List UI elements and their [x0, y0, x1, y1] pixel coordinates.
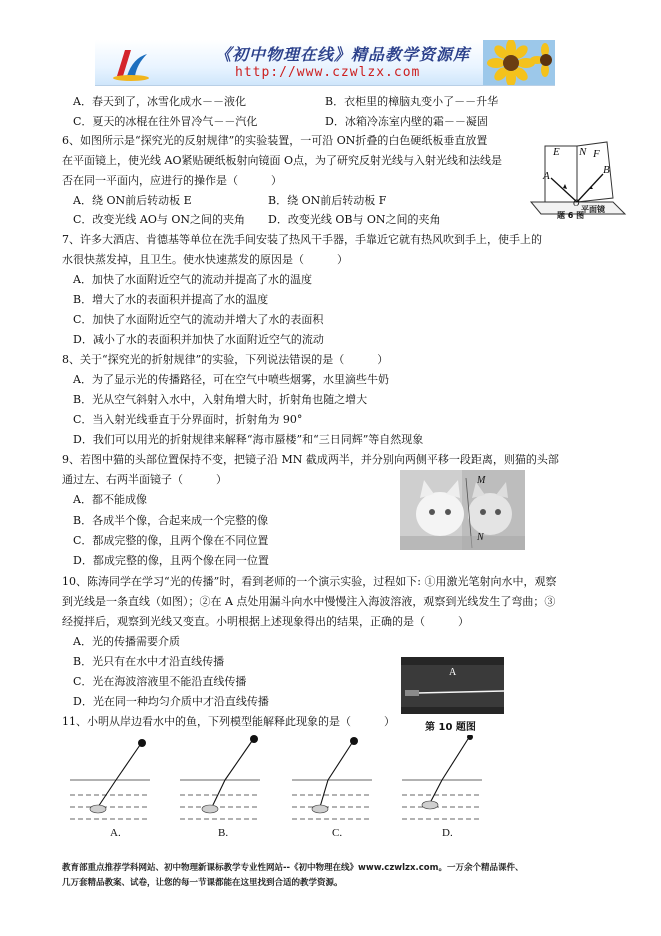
q6-option-a: A．绕 ON前后转动板 E — [73, 194, 192, 207]
q10-figure-caption: 第 10 题图 — [425, 722, 476, 733]
q6-stem-line3: 否在同一平面内，应进行的操作是（ ） — [62, 174, 282, 187]
sunflower-icon — [483, 40, 555, 85]
q9-stem-line2: 通过左、右两半面镜子（ ） — [62, 473, 227, 486]
q8-option-c: C．当入射光线垂直于分界面时，折射角为 90° — [73, 413, 303, 426]
site-banner — [95, 40, 555, 86]
q5-option-c: C．夏天的冰棍在往外冒冷气－－汽化 — [73, 115, 258, 128]
q6-figure-label-a: A — [543, 170, 550, 182]
q7-option-a: A．加快了水面附近空气的流动并提高了水的温度 — [73, 273, 312, 286]
site-logo-icon — [111, 46, 151, 82]
q11-label-c: C. — [332, 827, 343, 839]
reflection-apparatus-diagram — [527, 140, 627, 220]
q7-option-b: B．增大了水的表面积并提高了水的温度 — [73, 293, 269, 306]
q7-stem-line1: 7、许多大酒店、肯德基等单位在洗手间安装了热风干手器，手靠近它就有热风吹到手上，使手上的 — [62, 233, 542, 246]
q6-figure-caption: 题 6 图 — [557, 211, 585, 220]
q10-option-a: A．光的传播需要介质 — [73, 635, 180, 648]
q8-option-d: D．我们可以用光的折射规律来解释“海市蜃楼”和“三日同辉”等自然现象 — [73, 433, 424, 446]
q6-option-d: D．改变光线 OB与 ON之间的夹角 — [268, 213, 441, 226]
q11-options-diagrams — [70, 735, 490, 845]
q6-figure-label-o: O — [573, 198, 580, 208]
q5-option-a: A．春天到了，冰雪化成水－－液化 — [73, 95, 246, 108]
q6-reflection-figure — [527, 140, 627, 220]
q9-stem-line1: 9、若图中猫的头部位置保持不变，把镜子沿 MN 截成两半，并分别向两侧平移一段距离，则猫的头部 — [62, 453, 559, 466]
q9-option-b: B．各成半个像，合起来成一个完整的像 — [73, 514, 269, 527]
q10-stem-line2: 到光线是一条直线（如图）；②在 A 点处用漏斗向水中慢慢注入海波溶液，观察到光线发生了弯曲；③ — [62, 595, 556, 608]
q10-laser-photo — [401, 657, 504, 714]
q10-option-b: B．光只有在水中才沿直线传播 — [73, 655, 225, 668]
q5-option-b: B．衣柜里的樟脑丸变小了－－升华 — [325, 95, 499, 108]
refraction-models-diagram — [70, 735, 490, 845]
q10-option-d: D．光在同一种均匀介质中才沿直线传播 — [73, 695, 269, 708]
q8-option-b: B．光从空气斜射入水中，入射角增大时，折射角也随之增大 — [73, 393, 368, 406]
q9-figure-label-m: M — [477, 475, 486, 486]
q11-label-d: D. — [442, 827, 453, 839]
q6-option-c: C．改变光线 AO与 ON之间的夹角 — [73, 213, 246, 226]
footer-line-1: 教育部重点推荐学科网站、初中物理新课标教学专业性网站--《初中物理在线》www.czwlzx.com。一万余个精品课件、 — [62, 863, 524, 873]
q10-option-c: C．光在海波溶液里不能沿直线传播 — [73, 675, 247, 688]
q10-figure-label-a: A — [449, 667, 457, 678]
q9-option-c: C．都成完整的像，且两个像在不同位置 — [73, 534, 269, 547]
banner-url: http://www.czwlzx.com — [235, 65, 421, 80]
q7-option-c: C．加快了水面附近空气的流动并增大了水的表面积 — [73, 313, 324, 326]
q9-cat-mirror-photo — [400, 470, 525, 550]
q9-figure-label-n: N — [477, 532, 484, 543]
laser-in-water-illustration — [401, 657, 504, 714]
q7-option-d: D．减小了水的表面积并加快了水面附近空气的流动 — [73, 333, 324, 346]
q9-option-d: D．都成完整的像，且两个像在同一位置 — [73, 554, 269, 567]
q6-figure-label-f: F — [593, 148, 600, 160]
banner-title: 《初中物理在线》精品教学资源库 — [215, 45, 471, 64]
q5-option-d: D．冰箱冷冻室内壁的霜－－凝固 — [325, 115, 488, 128]
cat-mirror-illustration — [400, 470, 525, 550]
q11-stem: 11、小明从岸边看水中的鱼，下列模型能解释此现象的是（ ） — [62, 715, 395, 728]
q9-option-a: A．都不能成像 — [73, 493, 147, 506]
footer-line-2: 几万套精品教案、试卷，让您的每一节课都能在这里找到合适的教学资源。 — [62, 878, 343, 888]
q6-figure-label-e: E — [553, 146, 560, 158]
q10-stem-line1: 10、陈涛同学在学习“光的传播”时，看到老师的一个演示实验，过程如下: ①用激光笔射向水中，观察 — [62, 575, 557, 588]
q7-stem-line2: 水很快蒸发掉，且卫生。使水快速蒸发的原因是（ ） — [62, 253, 348, 266]
q8-stem: 8、关于“探究光的折射规律”的实验，下列说法错误的是（ ） — [62, 353, 389, 366]
q6-option-b: B．绕 ON前后转动板 F — [268, 194, 387, 207]
q6-stem-line1: 6、如图所示是“探究光的反射规律”的实验装置，一可沿 ON折叠的白色硬纸板垂直放置 — [62, 134, 488, 147]
q6-figure-label-b: B — [603, 164, 610, 176]
q6-figure-mirror-label: 平面镜 — [581, 205, 605, 214]
q10-stem-line3: 经搅拌后，观察到光线又变直。小明根据上述现象得出的结果，正确的是（ ） — [62, 615, 469, 628]
q6-figure-label-n: N — [579, 146, 587, 158]
q11-label-b: B. — [218, 827, 229, 839]
q6-stem-line2: 在平面镜上，使光线 AO紧贴硬纸板射向镜面 O点，为了研究反射光线与入射光线和法线是 — [62, 154, 502, 167]
q8-option-a: A．为了显示光的传播路径，可在空气中喷些烟雾，水里滴些牛奶 — [73, 373, 389, 386]
q11-label-a: A. — [110, 827, 121, 839]
